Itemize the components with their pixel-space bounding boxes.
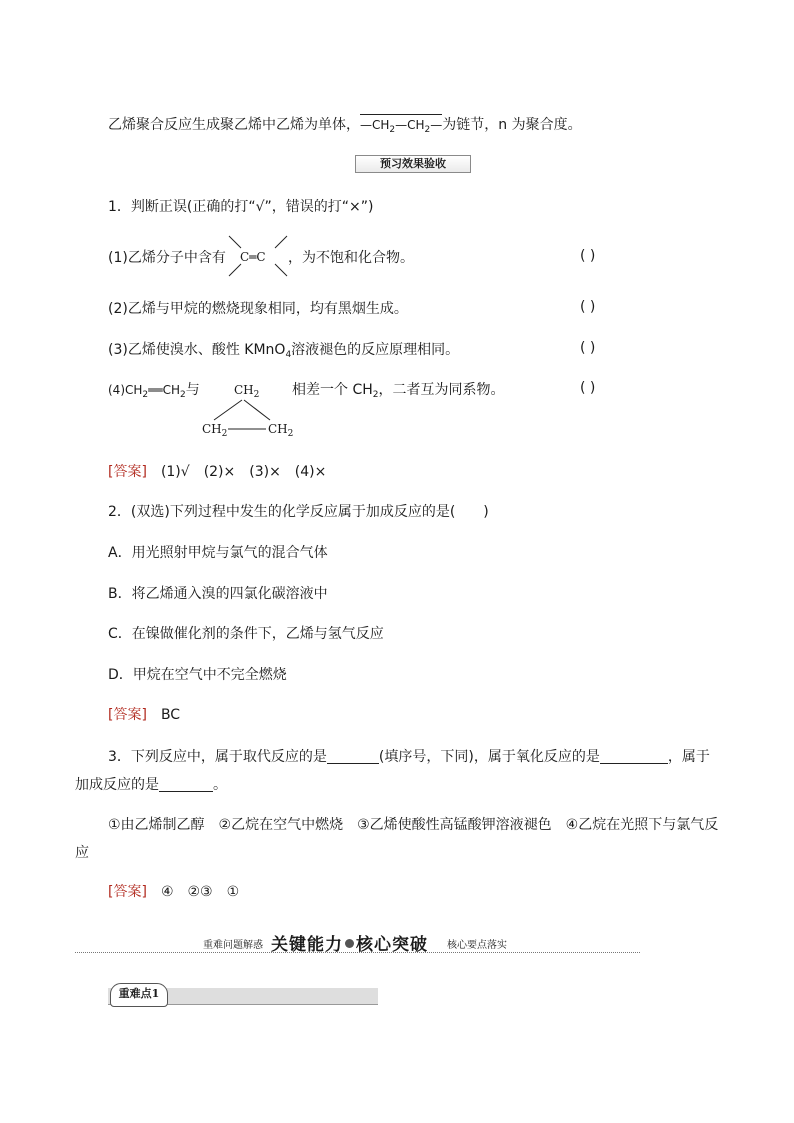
q2-title: 2．(双选)下列过程中发生的化学反应属于加成反应的是( ): [108, 504, 489, 520]
q3-line1-b: (填序号，下同)，属于氧化反应的是: [378, 749, 600, 765]
q1-item4-post-a: 相差一个 CH: [292, 382, 373, 398]
ring-right-ch2: [268, 422, 294, 439]
chain-ch-b: CH: [407, 118, 425, 132]
section-banner: 预习效果验收: [355, 155, 471, 173]
q1-item4-sub1: 2: [142, 390, 149, 400]
ring-left-sub: 2: [221, 429, 228, 439]
ring-left-label: CH: [202, 422, 222, 436]
arrow-dot-icon: [345, 939, 354, 948]
ring-top-label: CH: [234, 383, 254, 397]
q1-item3-sub: 4: [285, 350, 292, 360]
q3-blank-oxidation[interactable]: [600, 747, 668, 764]
ring-right-sub: 2: [287, 429, 294, 439]
key-ability-banner: [75, 930, 640, 953]
q1-item4-post: [292, 380, 505, 400]
chain-ch-a: CH: [372, 118, 390, 132]
intro-part2: 为链节，n 为聚合度。: [442, 117, 582, 133]
q3-answer: [108, 882, 239, 902]
q2-option-c: C．在镍做催化剂的条件下，乙烯与氢气反应: [108, 626, 384, 642]
q2-answer: [108, 705, 180, 725]
chain-dash-right: —: [430, 118, 443, 132]
q3-line1-c: ，属于: [667, 749, 710, 765]
q1-item4-post-sub: 2: [372, 390, 379, 400]
q1-item4-post-b: ，二者互为同系物。: [378, 382, 505, 398]
q1-item2-paren: ( ): [580, 299, 596, 315]
ring-top-ch2: [234, 383, 260, 400]
q1-item4-sub2: 2: [180, 390, 186, 400]
q1-item4-pre: (4)CH: [108, 383, 143, 397]
q1-item3-pre: (3)乙烯使溴水、酸性 KMnO: [108, 342, 286, 358]
q1-item1-paren: ( ): [580, 248, 596, 264]
ring-bottom-bond: [228, 427, 268, 431]
q1-item3-post: 溶液褪色的反应原理相同。: [291, 342, 460, 358]
q3-line2-b: 。: [213, 777, 227, 793]
q3-blank-substitution[interactable]: [327, 747, 379, 764]
q1-answer-label: [答案]: [108, 464, 147, 480]
q3-line1: [108, 747, 710, 767]
key-banner-main-a: 关键能力: [271, 935, 343, 955]
chain-sub-b: 2: [424, 125, 431, 135]
difficulty-tab: 重难点1: [110, 983, 168, 1007]
q1-item4-with: 与: [185, 382, 200, 398]
q2-answer-value: BC: [160, 707, 181, 723]
q1-answer: [108, 462, 326, 482]
q1-item2: (2)乙烯与甲烷的燃烧现象相同，均有黑烟生成。: [108, 301, 408, 317]
q3-line2-a: 加成反应的是: [75, 777, 159, 793]
q1-item4: [108, 380, 200, 400]
chain-dash-mid: —: [395, 118, 408, 132]
q1-item3-paren: ( ): [580, 340, 596, 356]
q3-options-line1: ①由乙烯制乙醇 ②乙烷在空气中燃烧 ③乙烯使酸性高锰酸钾溶液褪色 ④乙烷在光照下与氯气反: [108, 817, 719, 833]
intro-part1: 乙烯聚合反应生成聚乙烯中乙烯为单体，: [108, 117, 360, 133]
q1-answer-value: (1)√ (2)× (3)× (4)×: [160, 464, 327, 480]
key-banner-right: 核心要点落实: [447, 940, 507, 951]
q3-options-line2: 应: [75, 845, 89, 861]
q2-answer-label: [答案]: [108, 707, 147, 723]
q2-option-b: B．将乙烯通入溴的四氯化碳溶液中: [108, 586, 328, 602]
chain-sub-a: 2: [389, 125, 396, 135]
chain-unit: [360, 114, 442, 135]
q3-line2: [75, 775, 227, 795]
q3-answer-label: [答案]: [108, 884, 147, 900]
ring-right-label: CH: [268, 422, 288, 436]
q3-blank-addition[interactable]: [159, 775, 213, 792]
key-banner-main: [271, 930, 428, 955]
ring-top-sub: 2: [253, 390, 260, 400]
intro-text: [108, 114, 582, 135]
chain-dash-left: —: [360, 118, 372, 132]
q2-option-d: D．甲烷在空气中不完全燃烧: [108, 667, 287, 683]
q3-line1-a: 3．下列反应中，属于取代反应的是: [108, 749, 327, 765]
cyclopropane-bonds: [200, 398, 290, 424]
key-banner-main-b: 核心突破: [356, 935, 428, 955]
q1-item3: [108, 340, 459, 360]
q1-item4-mid: ══CH: [148, 383, 180, 397]
ring-left-ch2: [202, 422, 228, 439]
key-banner-left: 重难问题解惑: [203, 940, 263, 951]
q1-item1-post: ，为不饱和化合物。: [288, 250, 414, 266]
q2-option-a: A．用光照射甲烷与氯气的混合气体: [108, 545, 328, 561]
q1-title: 1．判断正误(正确的打“√”，错误的打“×”): [108, 199, 374, 215]
q1-item1-pre: (1)乙烯分子中含有: [108, 250, 226, 266]
q3-answer-value: ④ ②③ ①: [160, 884, 240, 900]
q1-item4-paren: ( ): [580, 380, 596, 396]
double-bond-formula: C═C: [240, 250, 266, 264]
q1-item1: [108, 248, 226, 268]
